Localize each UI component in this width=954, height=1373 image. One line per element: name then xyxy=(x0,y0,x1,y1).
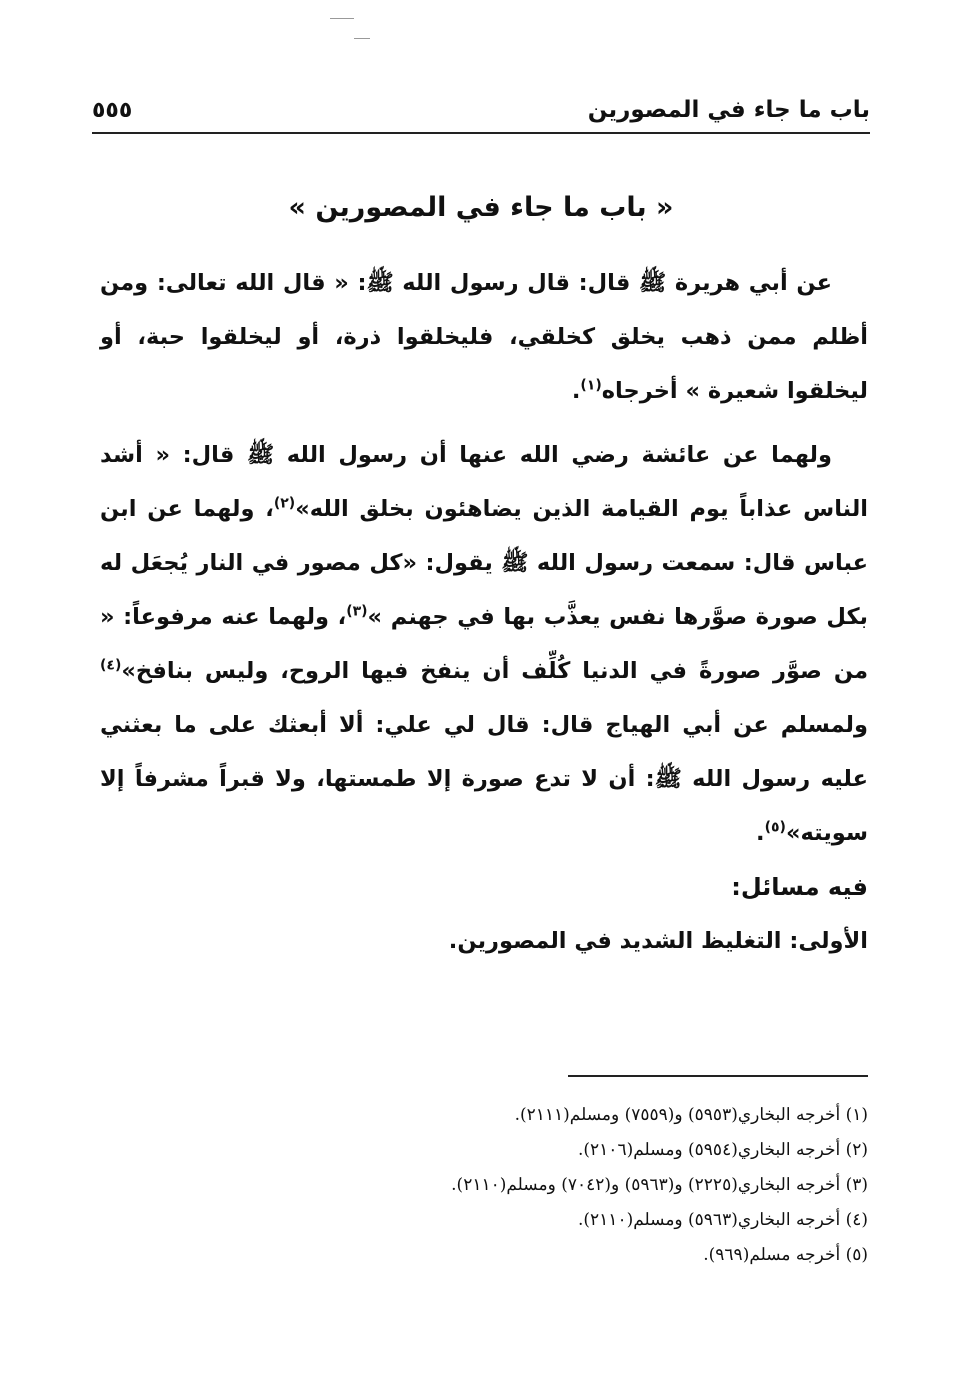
masail-heading: فيه مسائل: xyxy=(731,873,868,901)
running-title: باب ما جاء في المصورين xyxy=(587,97,870,123)
footnote: (٢) أخرجه البخاري(٥٩٥٤) ومسلم(٢١٠٦). xyxy=(578,1140,868,1160)
footnote-mark: (٤) xyxy=(100,657,122,674)
main-text xyxy=(100,256,868,968)
footnote-mark: (٥) xyxy=(764,819,786,836)
paragraph-aisha xyxy=(100,428,868,860)
paragraph-text: . xyxy=(571,378,581,404)
paragraph-text: عن أبي هريرة ﷺ قال: قال رسول الله ﷺ: « قال الله تعالى: ومن أظلم ممن ذهب يخلق كخلقي، فليخلقوا ذرة، أو ليخلقوا حبة، أو ليخلقوا شعيرة » أخرجاه xyxy=(100,270,868,404)
footnote: (٥) أخرجه مسلم(٩٦٩). xyxy=(703,1245,868,1265)
footnote: (٣) أخرجه البخاري(٢٢٢٥) و(٥٩٦٣) و(٧٠٤٢) ومسلم(٢١١٠). xyxy=(451,1175,868,1195)
paragraph-text: . xyxy=(756,820,765,846)
footnote-separator xyxy=(568,1075,868,1077)
footnotes xyxy=(100,1098,868,1273)
footnote-mark: (٣) xyxy=(346,603,368,620)
footnote-mark: (١) xyxy=(580,377,602,394)
paragraph-text: ، ولهما عنه مرفوعاً: « من صوَّر صورةً في الدنيا كُلِّف أن ينفخ فيها الروح، وليس بنافخ» xyxy=(100,604,868,684)
paragraph-text: ولهما عن عائشة رضي الله عنها أن رسول الله ﷺ قال: « أشد الناس عذاباً يوم القيامة الذين يضاهئون بخلق الله» xyxy=(100,442,868,522)
page-number: ٥٥٥ xyxy=(92,97,133,123)
footnote-mark: (٢) xyxy=(273,495,296,512)
running-header xyxy=(92,92,870,134)
footnote: (٤) أخرجه البخاري(٥٩٦٣) ومسلم(٢١١٠). xyxy=(578,1210,868,1230)
masail-first: الأولى: التغليظ الشديد في المصورين. xyxy=(448,928,868,954)
paragraph-text: ولمسلم عن أبي الهياج قال: قال لي علي: ألا أبعثك على ما بعثني عليه رسول الله ﷺ: أن لا تدع صورة إلا طمستها، ولا قبراً مشرفاً إلا سويته» xyxy=(100,712,868,846)
scan-artifact xyxy=(354,38,370,39)
scan-artifact xyxy=(330,18,354,19)
footnote: (١) أخرجه البخاري(٥٩٥٣) و(٧٥٥٩) ومسلم(٢١١١). xyxy=(514,1105,868,1125)
paragraph-abu-hurayra xyxy=(100,256,868,418)
chapter-heading: « باب ما جاء في المصورين » xyxy=(288,192,674,223)
paragraph-text: ، ولهما عن ابن عباس قال: سمعت رسول الله ﷺ يقول: «كل مصور في النار يُجعَل له بكل صورة صوَّرها نفس يعذَّب بها في جهنم » xyxy=(100,496,868,630)
